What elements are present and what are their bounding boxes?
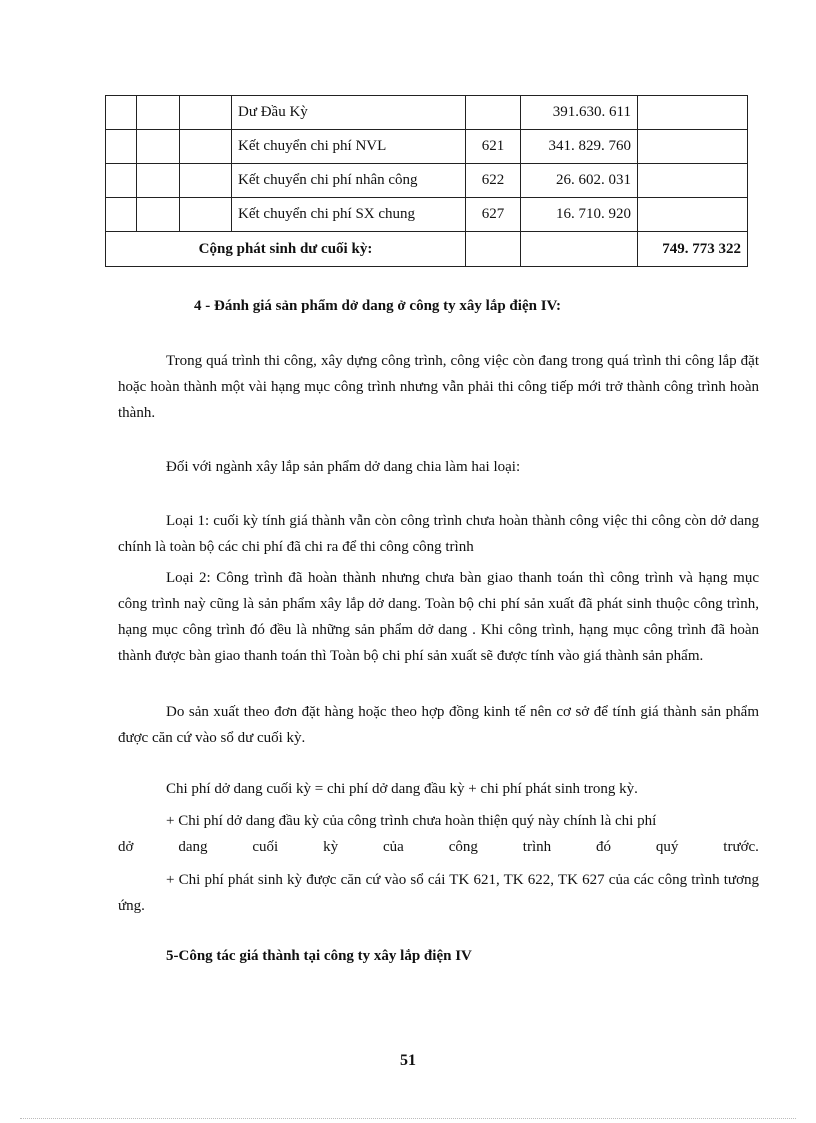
paragraph-5: Do sản xuất theo đơn đặt hàng hoặc theo hợp đồng kinh tế nên cơ sở để tính giá thành sản phẩm được căn cứ vào sổ dư cuối kỳ. <box>118 704 759 746</box>
row-total <box>638 96 748 130</box>
row-account: 621 <box>466 130 521 164</box>
table-row <box>106 164 748 198</box>
ledger-table <box>105 95 748 267</box>
footer-label: Cộng phát sinh dư cuối kỳ: <box>106 232 466 267</box>
paragraph-2: Đối với ngành xây lắp sản phẩm dở dang chia làm hai loại: <box>166 459 521 475</box>
row-account <box>466 96 521 130</box>
table-footer-row <box>106 232 748 267</box>
row-account: 627 <box>466 198 521 232</box>
row-description: Kết chuyển chi phí SX chung <box>232 198 466 232</box>
paragraph-3: Loại 1: cuối kỳ tính giá thành vẫn còn công trình chưa hoàn thành công việc thi công còn dở dang chính là toàn bộ các chi phí đã chi ra để thi công công trình <box>118 513 759 555</box>
table-row <box>106 198 748 232</box>
bullet-2: + Chi phí phát sinh kỳ được căn cứ vào sổ cái TK 621, TK 622, TK 627 của các công trình tương ứng. <box>118 872 759 914</box>
section-5-heading: 5-Công tác giá thành tại công ty xây lắp điện IV <box>166 948 472 964</box>
row-description: Kết chuyển chi phí NVL <box>232 130 466 164</box>
row-total <box>638 130 748 164</box>
row-total <box>638 198 748 232</box>
row-total <box>638 164 748 198</box>
table-row <box>106 96 748 130</box>
row-description: Kết chuyển chi phí nhân công <box>232 164 466 198</box>
paragraph-4: Loại 2: Công trình đã hoàn thành nhưng chưa bàn giao thanh toán thì công trình và hạng mục công trình naỳ cũng là sản phẩm xây lắp dở dang. Toàn bộ chi phí sản xuất đã phát sinh thuộc công trình, hạng mục công trình đó đều là những sản phẩm dở dang . Khi công trình, hạng mục công trình đã hoàn thành được bàn giao thanh toán thì Toàn bộ chi phí sản xuất sẽ được tính vào giá thành sản phẩm. <box>118 570 759 664</box>
row-amount: 341. 829. 760 <box>521 130 638 164</box>
table-row <box>106 130 748 164</box>
bullet-1-line-1: + Chi phí dở dang đầu kỳ của công trình chưa hoàn thiện quý này chính là chi phí <box>166 813 657 829</box>
row-description: Dư Đầu Kỳ <box>232 96 466 130</box>
footer-total: 749. 773 322 <box>638 232 748 267</box>
page-bottom-rule <box>20 1118 796 1119</box>
row-amount: 16. 710. 920 <box>521 198 638 232</box>
bullet-1-line-2: dở dang cuối kỳ của công trình đó quý trước. <box>118 839 759 855</box>
section-4-heading: 4 - Đánh giá sản phẩm dở dang ở công ty xây lắp điện IV: <box>194 298 561 314</box>
row-account: 622 <box>466 164 521 198</box>
page-number: 51 <box>400 1052 416 1069</box>
row-amount: 26. 602. 031 <box>521 164 638 198</box>
cost-formula: Chi phí dở dang cuối kỳ = chi phí dở dang đầu kỳ + chi phí phát sinh trong kỳ. <box>166 781 638 797</box>
row-amount: 391.630. 611 <box>521 96 638 130</box>
paragraph-1: Trong quá trình thi công, xây dựng công trình, công việc còn đang trong quá trình thi công lắp đặt hoặc hoàn thành một vài hạng mục công trình nhưng vẫn phải thi công tiếp mới trở thành công trình hoàn thành. <box>118 353 759 421</box>
